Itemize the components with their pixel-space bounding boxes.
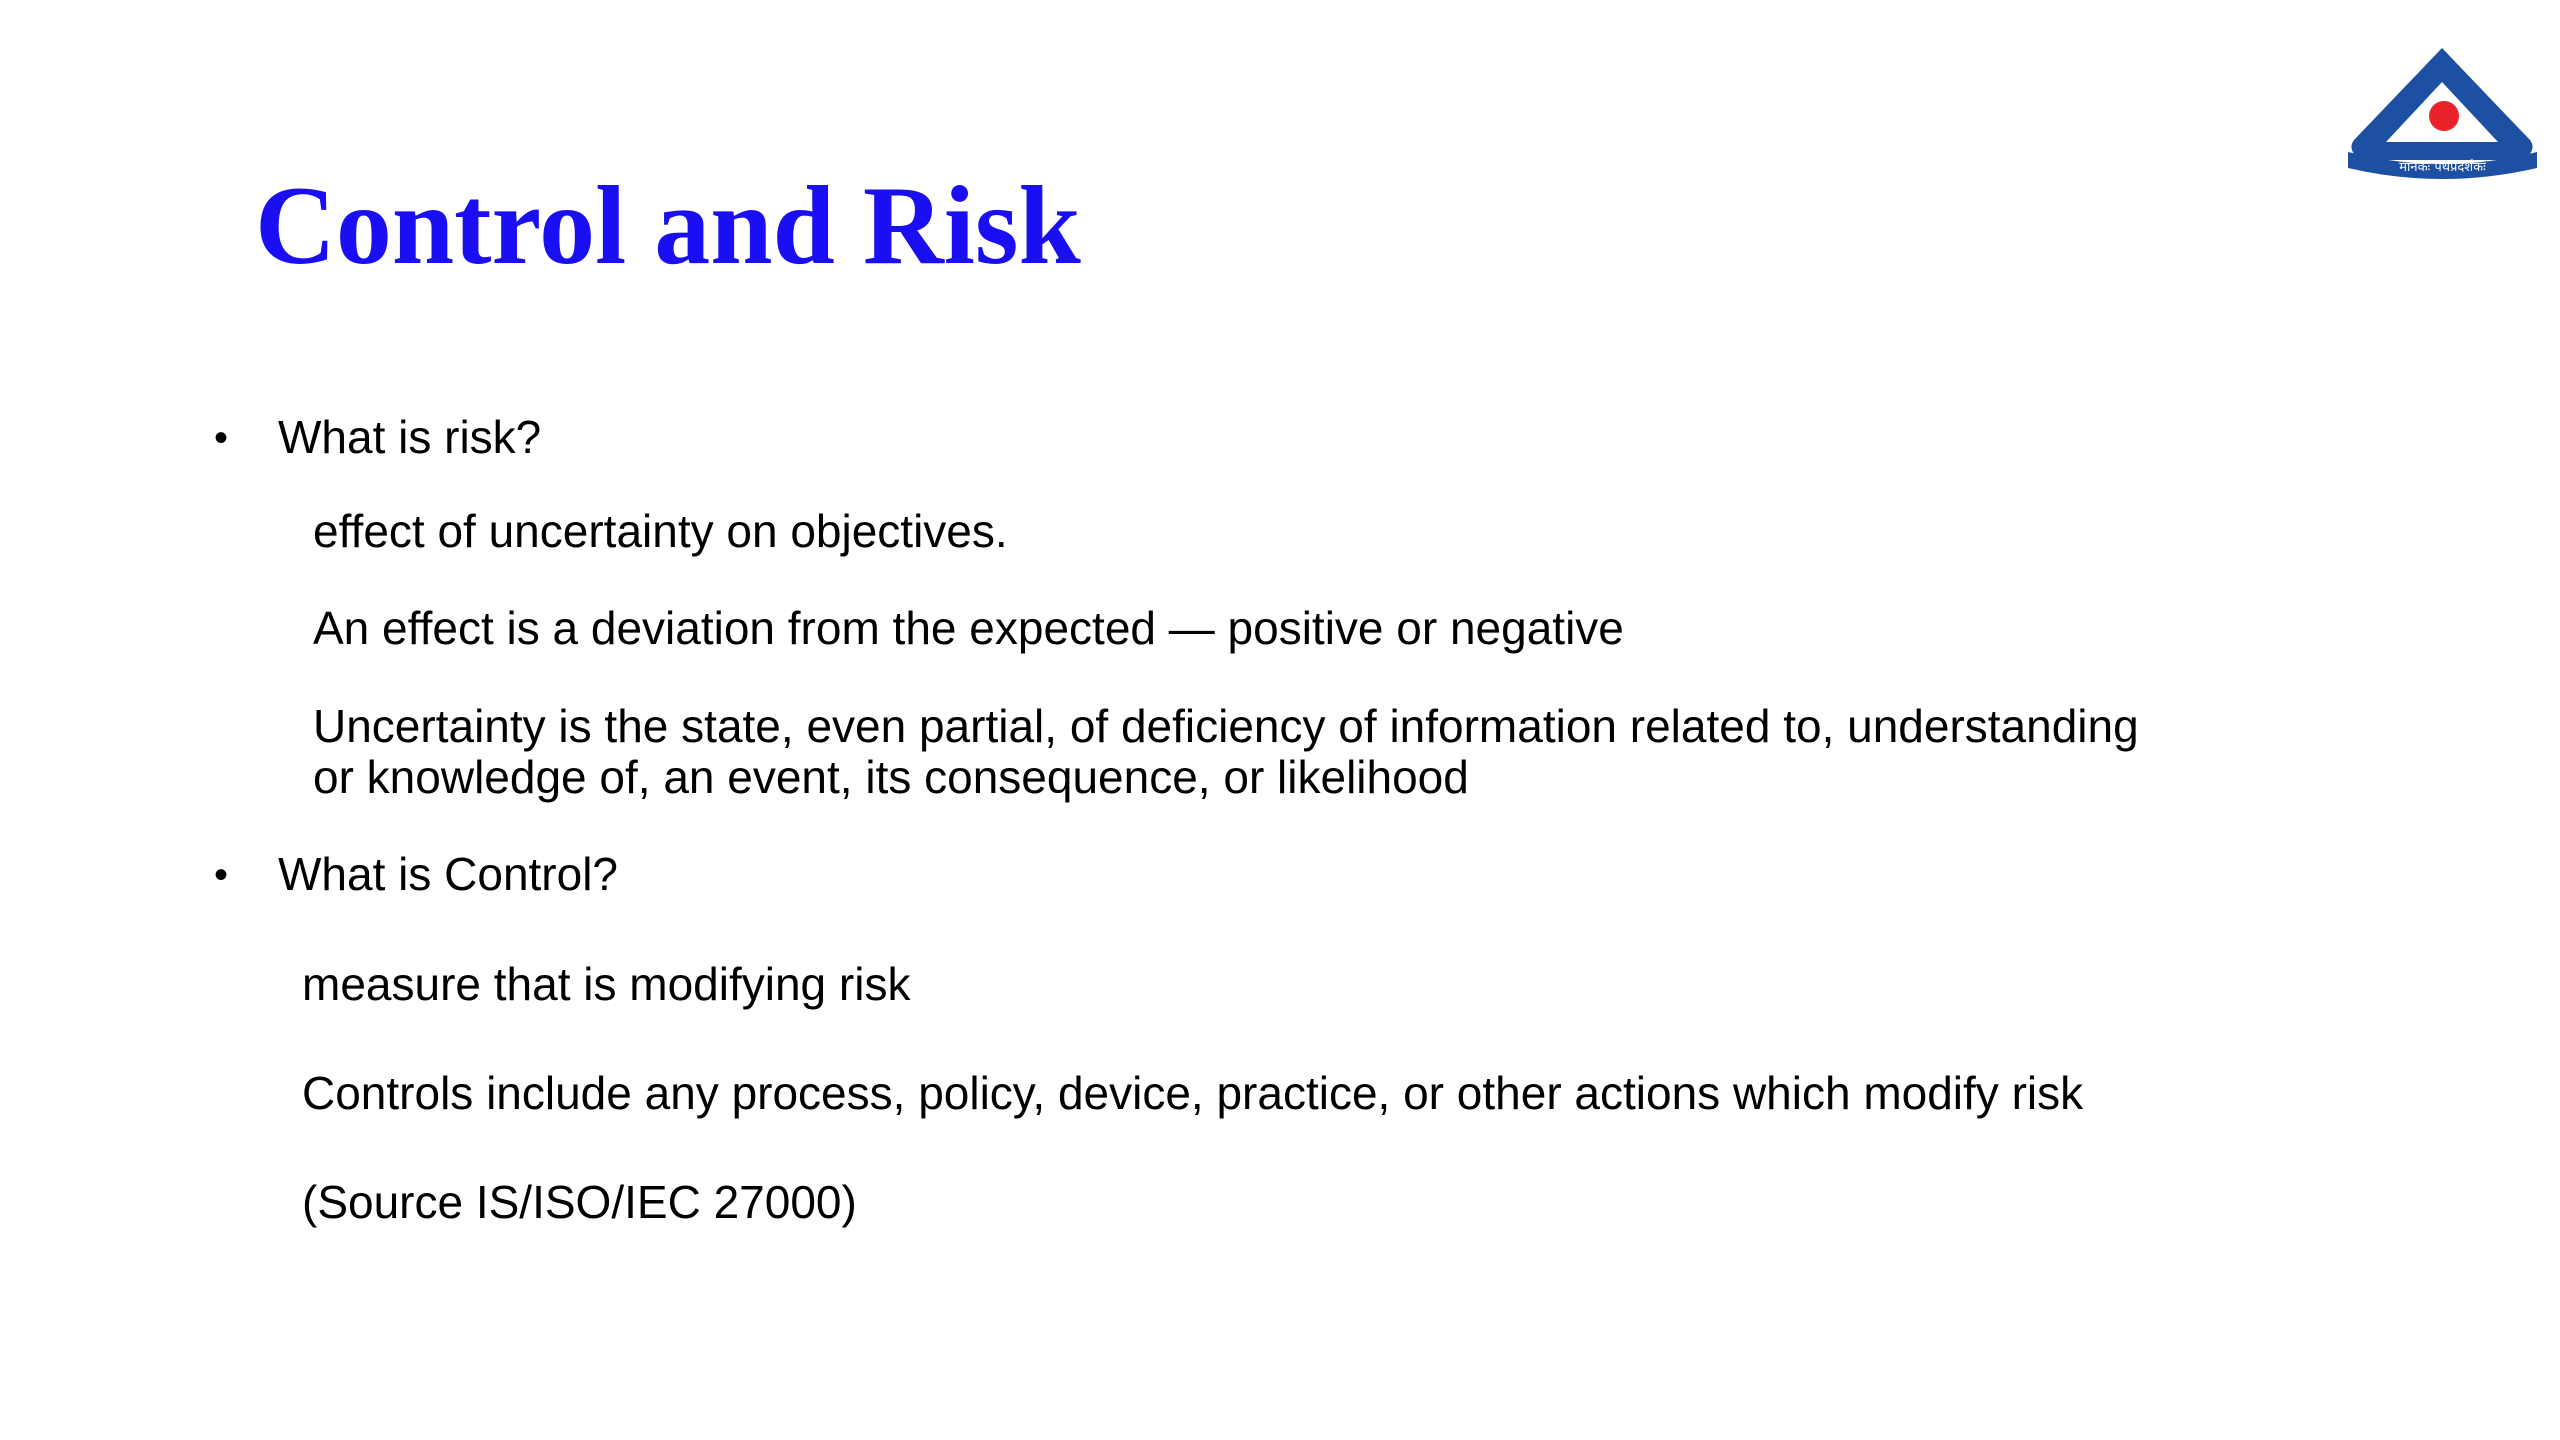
control-definition: measure that is modifying risk: [302, 958, 911, 1010]
uncertainty-definition-line-1: Uncertainty is the state, even partial, of deficiency of information related to, understanding: [313, 700, 2139, 752]
bullet-dot: •: [214, 853, 229, 897]
logo-red-dot: [2429, 101, 2459, 131]
logo-tagline: मानकः पथप्रदर्शकः: [2399, 160, 2486, 175]
uncertainty-definition-line-2: or knowledge of, an event, its consequence, or likelihood: [313, 751, 1469, 803]
section-heading-risk: What is risk?: [278, 411, 542, 463]
effect-definition: An effect is a deviation from the expected — positive or negative: [313, 602, 1624, 654]
bullet-dot: •: [214, 416, 229, 460]
bis-logo: [2340, 40, 2545, 190]
controls-description: Controls include any process, policy, device, practice, or other actions which modify risk: [302, 1067, 2084, 1119]
slide-title: Control and Risk: [255, 164, 1081, 288]
risk-definition: effect of uncertainty on objectives.: [313, 505, 1008, 557]
section-heading-control: What is Control?: [278, 848, 619, 900]
source-reference: (Source IS/ISO/IEC 27000): [302, 1176, 857, 1228]
